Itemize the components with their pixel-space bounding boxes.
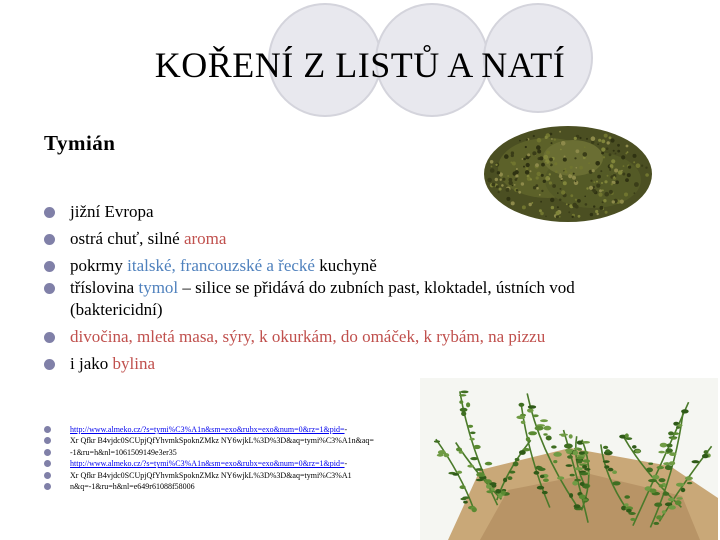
reference-link[interactable]: http://www.almeko.cz/?s=tymi%C3%A1n&sm=exo&rubx=exo&num=0&rz=1&pid=: [70, 459, 345, 469]
reference-list: [44, 424, 424, 492]
highlight-text: italské, francouzské a řecké: [127, 256, 315, 275]
slide-title: KOŘENÍ Z LISTŮ A NATÍ: [154, 45, 566, 85]
bullet-icon: [44, 332, 55, 343]
reference-text: Xr Qfkr B4vjdc0SCUpjQfYhvmkSpoknZMkz NY6wjkL%3D%3D&aq=tymi%C3%A1: [70, 470, 352, 480]
bullet-item: [44, 255, 664, 277]
highlight-text: divočina, mletá masa, sýry, k okurkám, do omáček, k rybám, na pizzu: [70, 327, 546, 346]
highlight-text: aroma: [183, 229, 227, 248]
bullet-icon: [44, 437, 51, 444]
bullet-text: (baktericidní): [70, 300, 163, 319]
bullet-icon: [44, 359, 55, 370]
bullet-text: – silice se přidává do zubních past, kloktadel, ústních vod: [178, 278, 575, 297]
bullet-item: [44, 326, 664, 348]
reference-text: -: [344, 459, 348, 469]
reference-item: [44, 470, 424, 481]
bullet-list: [44, 201, 664, 375]
bullet-text: jižní Evropa: [70, 202, 154, 221]
bullet-item: [44, 277, 664, 321]
reference-item: [44, 424, 424, 435]
bullet-text: pokrmy: [70, 256, 128, 275]
bullet-icon: [44, 426, 51, 433]
bullet-text: tříslovina: [70, 278, 139, 297]
bullet-item: [44, 353, 664, 375]
bullet-icon: [44, 261, 55, 272]
reference-item: [44, 481, 424, 492]
bullet-icon: [44, 460, 51, 467]
highlight-text: bylina: [112, 354, 155, 373]
highlight-text: tymol: [138, 278, 179, 297]
reference-link[interactable]: http://www.almeko.cz/?s=tymi%C3%A1n&sm=exo&rubx=exo&num=0&rz=1&pid=: [70, 425, 345, 434]
bullet-icon: [44, 483, 51, 490]
bullet-text: kuchyně: [314, 256, 377, 275]
reference-text: -1&ru=h&nl=1061509149e3er35: [70, 447, 177, 457]
bullet-icon: [44, 234, 55, 245]
bullet-icon: [44, 207, 55, 218]
reference-text: Xr Qfkr B4vjdc0SCUpjQfYhvmkSpoknZMkz NY6wjkL%3D%3D&aq=tymi%C3%A1n&aq=: [70, 436, 374, 446]
bullet-icon: [44, 449, 51, 456]
bullet-item: [44, 228, 664, 250]
fresh-thyme-icon: [420, 378, 718, 540]
bullet-item: [44, 201, 664, 223]
bullet-icon: [44, 283, 55, 294]
reference-item: [44, 458, 424, 469]
slide-subtitle: Tymián: [44, 131, 116, 155]
reference-item: [44, 447, 424, 458]
bullet-text: i jako: [70, 354, 113, 373]
reference-text: n&q=-1&ru=h&nl=e649r61088f58006: [70, 482, 195, 492]
bullet-text: ostrá chuť, silné: [70, 229, 184, 248]
reference-text: -: [344, 425, 348, 434]
reference-item: [44, 435, 424, 446]
bullet-icon: [44, 472, 51, 479]
